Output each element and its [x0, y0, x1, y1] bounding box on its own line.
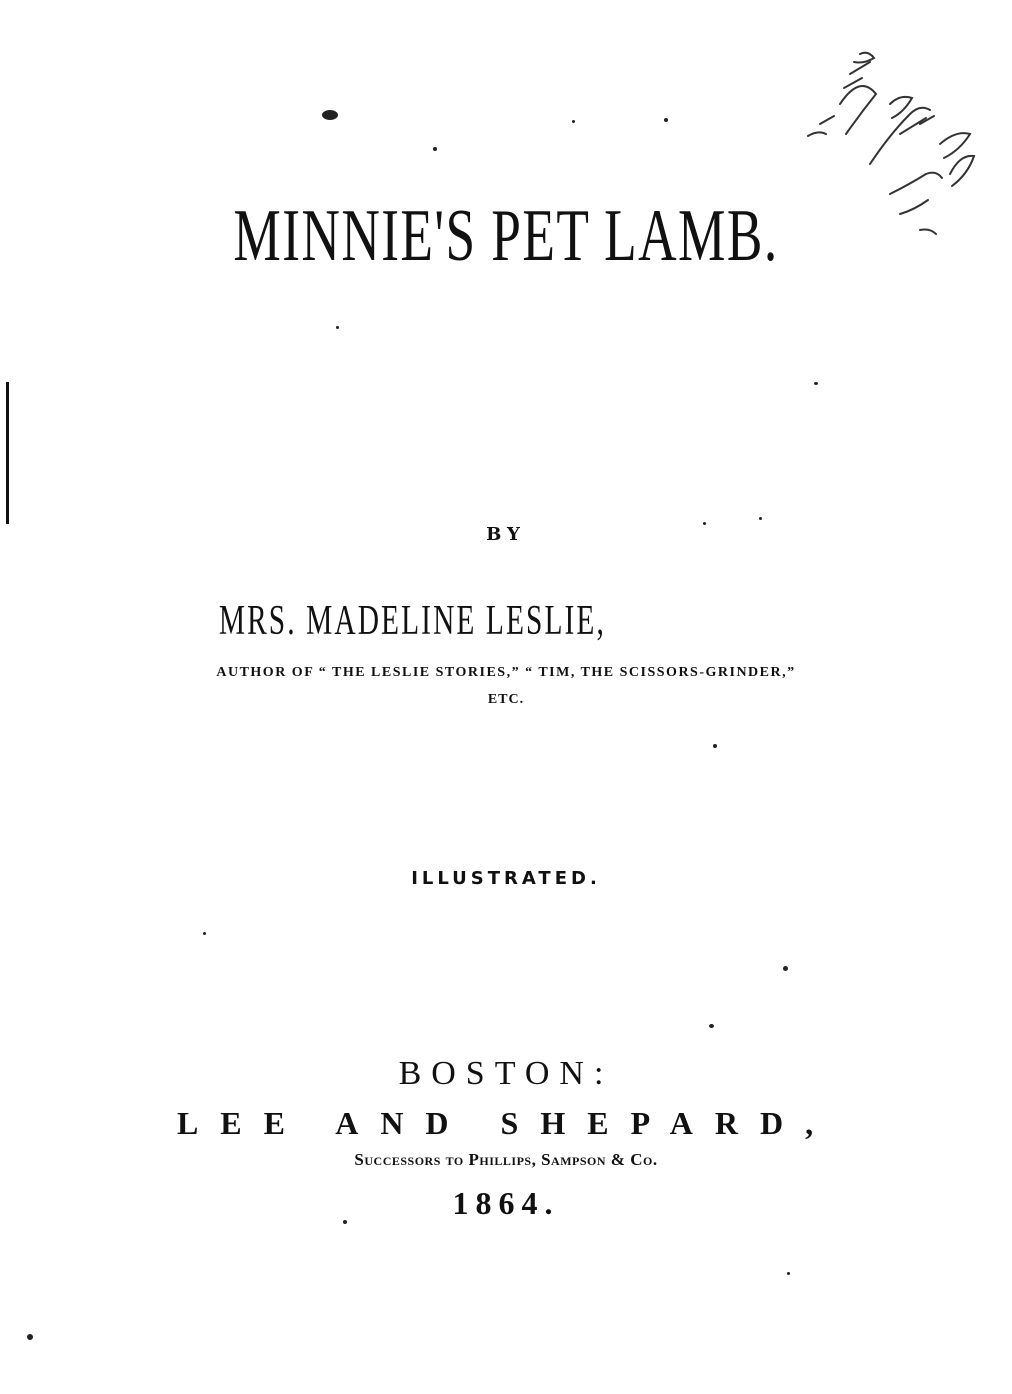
page-edge-mark — [6, 382, 9, 524]
ink-speck — [433, 147, 437, 151]
ink-speck — [709, 1024, 714, 1028]
publisher-name: LEE AND SHEPARD, — [176, 1105, 836, 1141]
ink-speck — [759, 517, 762, 520]
publication-year: 1864. — [452, 1185, 560, 1221]
ink-speck — [203, 932, 206, 935]
author-credits-etc: ETC. — [487, 692, 525, 707]
byline: BY — [486, 524, 526, 545]
publication-city: BOSTON: — [398, 1055, 614, 1092]
ink-speck — [713, 744, 717, 748]
illustrated-label: ILLUSTRATED. — [411, 868, 601, 889]
book-title: MINNIE'S PET LAMB. — [233, 195, 779, 277]
ink-speck — [664, 118, 668, 122]
ink-speck — [787, 1272, 790, 1275]
ink-speck — [27, 1334, 33, 1340]
publisher-successors: Successors to Phillips, Sampson & Co. — [354, 1150, 658, 1169]
ink-speck — [322, 110, 338, 120]
ink-speck — [783, 966, 788, 971]
ink-speck — [572, 120, 575, 123]
ink-speck — [336, 326, 339, 329]
ink-speck — [814, 382, 818, 385]
author-name: MRS. MADELINE LESLIE, — [218, 598, 606, 644]
author-credits: AUTHOR OF “ THE LESLIE STORIES,” “ TIM, THE SCISSORS-GRINDER,” — [216, 665, 796, 680]
